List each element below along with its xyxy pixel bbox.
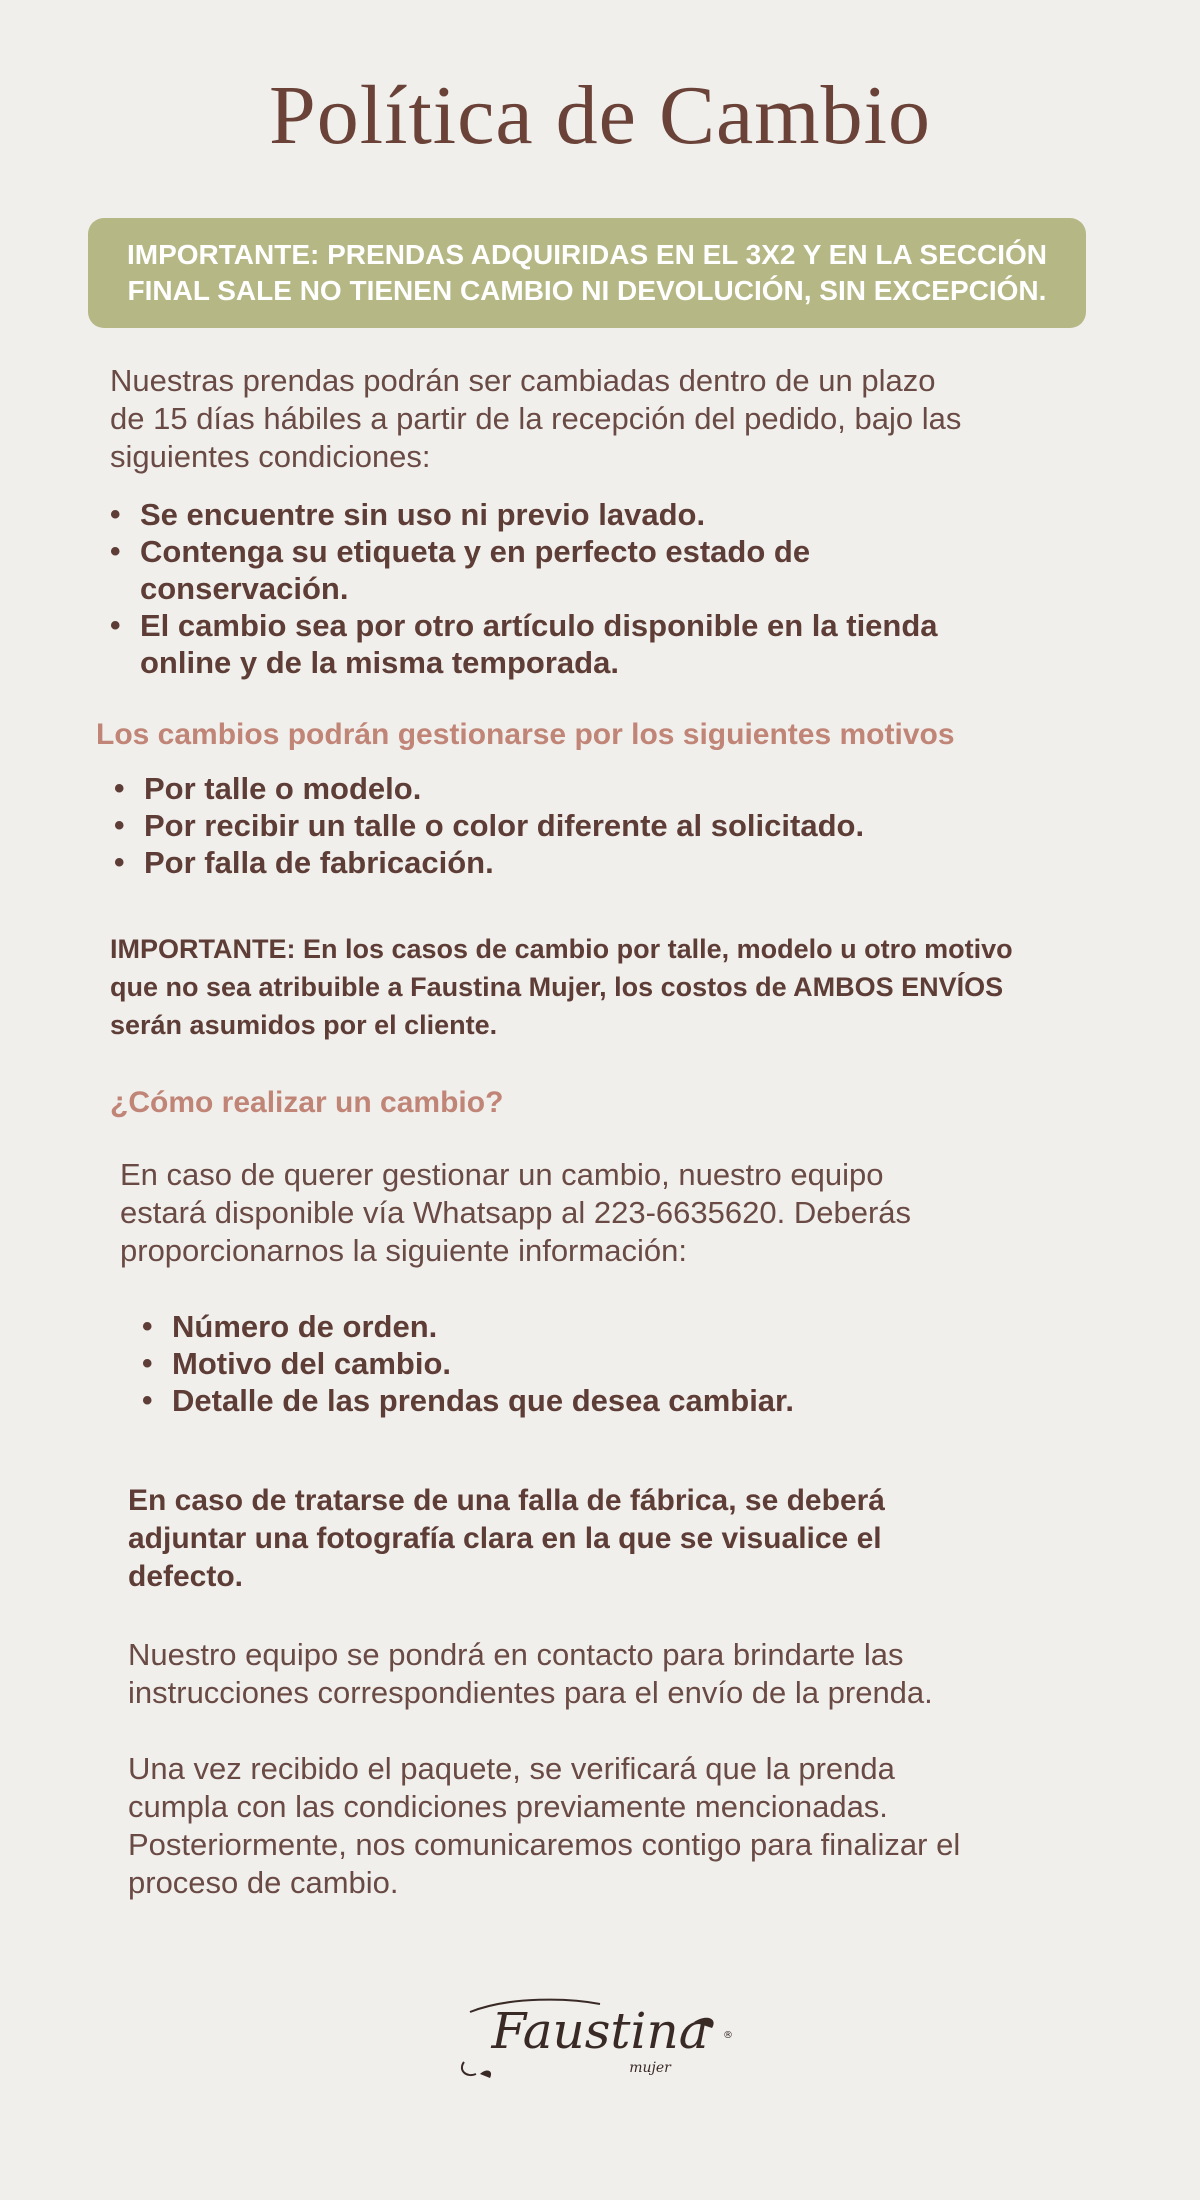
reasons-heading: Los cambios podrán gestionarse por los siguientes motivos <box>96 718 955 751</box>
defect-note: En caso de tratarse de una falla de fábrica, se deberá adjuntar una fotografía clara en la que se visualice el defecto. <box>128 1484 885 1593</box>
logo-wordmark: Faustina <box>491 2002 709 2060</box>
intro-paragraph <box>110 362 961 476</box>
page-title: Política de Cambio <box>269 69 931 162</box>
list-item: • Contenga su etiqueta y en perfecto estado de conservación. <box>110 533 1070 607</box>
list-item: • Por falla de fabricación. <box>114 844 1074 881</box>
intro-line: de 15 días hábiles a partir de la recepción del pedido, bajo las <box>110 401 962 436</box>
contact-paragraph: Nuestro equipo se pondrá en contacto para brindarte las instrucciones correspondientes para el envío de la prenda. <box>128 1637 933 1710</box>
list-item: • Motivo del cambio. <box>142 1345 1042 1382</box>
registered-mark: ® <box>723 2030 733 2041</box>
list-item: • El cambio sea por otro artículo disponible en la tienda online y de la misma temporada. <box>110 607 1070 681</box>
how-heading: ¿Cómo realizar un cambio? <box>110 1086 504 1119</box>
intro-line: Nuestras prendas podrán ser cambiadas dentro de un plazo <box>110 363 936 398</box>
how-paragraph: En caso de querer gestionar un cambio, nuestro equipo estará disponible vía Whatsapp al 223-6635620. Deberás proporcionarnos la siguiente información: <box>120 1157 912 1268</box>
list-item: • Número de orden. <box>142 1308 1042 1345</box>
conditions-list <box>110 496 1070 681</box>
intro-line: siguientes condiciones: <box>110 439 431 474</box>
faustina-logo <box>450 1990 750 2090</box>
logo-subword: mujer <box>629 2060 671 2076</box>
closing-paragraph: Una vez recibido el paquete, se verificará que la prenda cumpla con las condiciones previamente mencionadas. Posteriormente, nos comunicaremos contigo para finalizar el proceso de cambio. <box>128 1751 961 1900</box>
banner-line-2: FINAL SALE NO TIENEN CAMBIO NI DEVOLUCIÓN, SIN EXCEPCIÓN. <box>127 275 1047 306</box>
info-list <box>142 1308 1042 1419</box>
list-item: • Por talle o modelo. <box>114 770 1074 807</box>
list-item: • Se encuentre sin uso ni previo lavado. <box>110 496 1070 533</box>
important-note: IMPORTANTE: En los casos de cambio por talle, modelo u otro motivo que no sea atribuible a Faustina Mujer, los costos de AMBOS ENVÍOS serán asumidos por el cliente. <box>110 934 1013 1040</box>
banner-line-1: IMPORTANTE: PRENDAS ADQUIRIDAS EN EL 3X2 Y EN LA SECCIÓN <box>127 239 1047 270</box>
important-banner <box>88 218 1086 328</box>
list-item: • Detalle de las prendas que desea cambiar. <box>142 1382 1042 1419</box>
reasons-list <box>114 770 1074 881</box>
list-item: • Por recibir un talle o color diferente al solicitado. <box>114 807 1074 844</box>
